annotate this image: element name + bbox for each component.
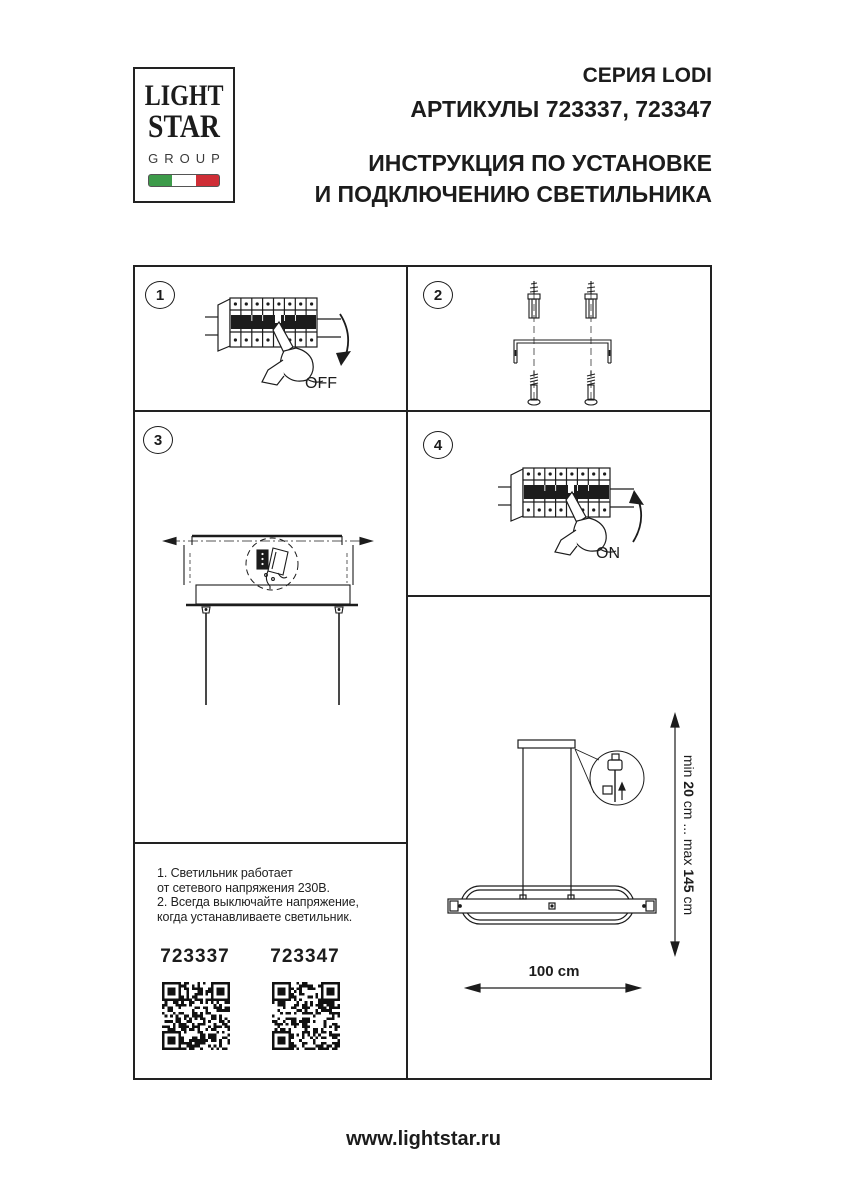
lamp-body xyxy=(448,886,656,924)
step-3-badge xyxy=(143,426,173,454)
logo-word-light: LIGHT xyxy=(144,79,224,112)
step-3-panel xyxy=(135,412,406,842)
height-dimension-label: min 20 cm ... max 145 cm xyxy=(681,754,697,916)
article-number-right: 723347 xyxy=(270,946,340,967)
cable-gripper-icon xyxy=(335,607,343,613)
step-2-number: 2 xyxy=(433,286,443,304)
wall-anchor-icon xyxy=(585,281,597,318)
step-3-number: 3 xyxy=(153,431,163,449)
cable-adjuster-detail-circle xyxy=(590,751,644,805)
logo-word-star: STAR xyxy=(148,109,220,145)
series-title: СЕРИЯ LODI xyxy=(582,64,712,87)
off-label: OFF xyxy=(305,375,337,392)
ceiling-canopy xyxy=(518,740,575,748)
logo-word-group: GROUP xyxy=(148,151,226,166)
note-line: 2. Всегда выключайте напряжение, xyxy=(157,895,359,909)
lamp-dimensions-diagram xyxy=(408,600,698,1070)
note-line: от сетевого напряжения 230В. xyxy=(157,880,330,895)
arrow-right-icon xyxy=(360,538,372,545)
note-line: 1. Светильник работает xyxy=(157,866,293,880)
cable-gripper-icon xyxy=(202,607,210,613)
safety-notes xyxy=(157,866,392,924)
article-number-left: 723337 xyxy=(160,946,230,967)
anchors-bracket-diagram xyxy=(500,278,625,406)
mounting-bracket-icon xyxy=(514,340,611,363)
step-1-panel xyxy=(135,267,406,410)
step-4-panel xyxy=(408,412,710,595)
arrow-down-icon xyxy=(336,314,351,366)
notes-panel xyxy=(135,844,406,1078)
lamp-dimensions-panel xyxy=(408,597,710,1078)
qr-code-left xyxy=(162,982,230,1050)
step-1-number: 1 xyxy=(155,286,165,304)
article-numbers: АРТИКУЛЫ 723337, 723347 xyxy=(410,96,712,122)
arrow-left-icon xyxy=(164,538,176,545)
on-label: ON xyxy=(596,545,620,562)
italian-flag-icon xyxy=(148,174,220,187)
wiring-detail-circle xyxy=(246,538,298,590)
width-dimension-label: 100 cm xyxy=(528,963,580,980)
qr-code-right xyxy=(272,982,340,1050)
lightstar-logo xyxy=(133,67,235,203)
width-dimension-arrow xyxy=(466,984,640,992)
step-4-badge xyxy=(423,431,453,459)
page-title-line2: И ПОДКЛЮЧЕНИЮ СВЕТИЛЬНИКА xyxy=(314,181,712,207)
wall-anchor-icon xyxy=(528,281,540,318)
breaker-off-diagram xyxy=(205,290,355,395)
instruction-grid xyxy=(133,265,712,1080)
breaker-on-diagram xyxy=(498,460,648,565)
header xyxy=(300,64,712,209)
height-dimension-arrow xyxy=(671,714,679,955)
step-4-number: 4 xyxy=(433,436,443,454)
note-line: когда устанавливаете светильник. xyxy=(157,909,353,924)
step-2-badge xyxy=(423,281,453,309)
page-title-line1: ИНСТРУКЦИЯ ПО УСТАНОВКЕ xyxy=(368,150,712,176)
website-url: www.lightstar.ru xyxy=(346,1128,501,1150)
step-2-panel xyxy=(408,267,710,410)
step-1-badge xyxy=(145,281,175,309)
arrow-up-icon xyxy=(629,490,644,542)
canopy-mounting-diagram xyxy=(140,523,402,708)
